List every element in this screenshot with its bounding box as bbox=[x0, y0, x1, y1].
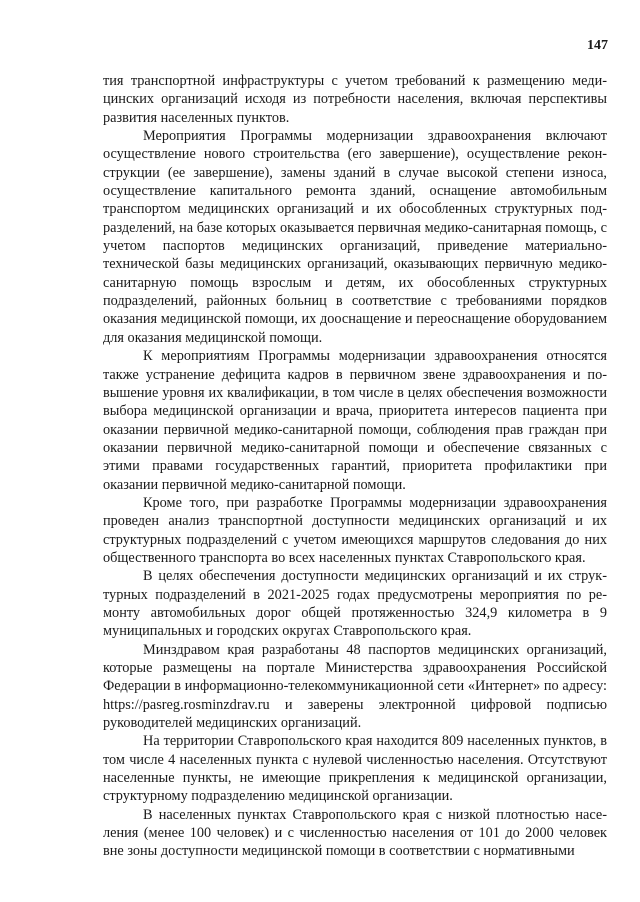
paragraph-8: В населенных пунктах Ставропольского края с низкой плотностью населения (менее 100 человек) и с численностью населения от 101 до 2000 человек вне зоны доступности медицинской помощи в соответствии с нормативными bbox=[103, 806, 607, 860]
paragraph-7: На территории Ставропольского края находится 809 населенных пунктов, в том числе 4 населенных пункта с нулевой численностью населения. Отсутствуют населенные пункты, не имеющие прикрепления к медицинской организации, структурному подразделению медицинской организации. bbox=[103, 733, 607, 805]
document-body bbox=[103, 72, 607, 861]
paragraph-2: Мероприятия Программы модернизации здравоохранения включают осуществление нового строительства (его завершение), осуществление реконструкции (ее завершение), замены зданий в случае высокой степени износа, осуществление капитального ремонта зданий, оснащение автомобильным транспортом медицинских организаций и их обособленных структурных подразделений, на базе которых оказывается первичная медико-санитарная помощь, с учетом паспортов медицинских организаций, приведение материально-технической базы медицинских организаций, оказывающих первичную медико-санитарную помощь взрослым и детям, их обособленных структурных подразделений, районных больниц в соответствие с требованиями порядков оказания медицинской помощи, их дооснащение и переоснащение оборудованием для оказания медицинской помощи. bbox=[103, 128, 607, 346]
paragraph-6: Минздравом края разработаны 48 паспортов медицинских организаций, которые размещены на портале Министерства здравоохранения Российской Федерации в информационно-телекоммуникационной сети «Интернет» по адресу: https://pasreg.rosminzdrav.ru и заверены электронной цифровой подписью руководителей медицинских организаций. bbox=[103, 641, 607, 732]
paragraph-4: Кроме того, при разработке Программы модернизации здравоохранения проведен анализ транспортной доступности медицинских организаций и их структурных подразделений с учетом имеющихся маршрутов следования до них общественного транспорта во всех населенных пунктах Ставропольского края. bbox=[103, 494, 607, 566]
paragraph-5: В целях обеспечения доступности медицинских организаций и их структурных подразделений в 2021-2025 годах предусмотрены мероприятия по ремонту автомобильных дорог общей протяженностью 324,9 километра в 9 муниципальных и городских округах Ставропольского края. bbox=[103, 568, 607, 640]
paragraph-1: тия транспортной инфраструктуры с учетом требований к размещению медицинских организаций исходя из потребности населения, включая перспективы развития населенных пунктов. bbox=[103, 73, 607, 126]
paragraph-3: К мероприятиям Программы модернизации здравоохранения относятся также устранение дефицита кадров в первичном звене здравоохранения и повышение уровня их квалификации, в том числе в целях обеспечения возможности выбора медицинской организации и врача, приоритета интересов пациента при оказании первичной медико-санитарной помощи, соблюдения прав граждан при оказании первичной медико-санитарной помощи и обеспечение связанных с этими правами государственных гарантий, приоритета профилактики при оказании первичной медико-санитарной помощи. bbox=[103, 348, 607, 493]
page-number: 147 bbox=[587, 38, 608, 53]
